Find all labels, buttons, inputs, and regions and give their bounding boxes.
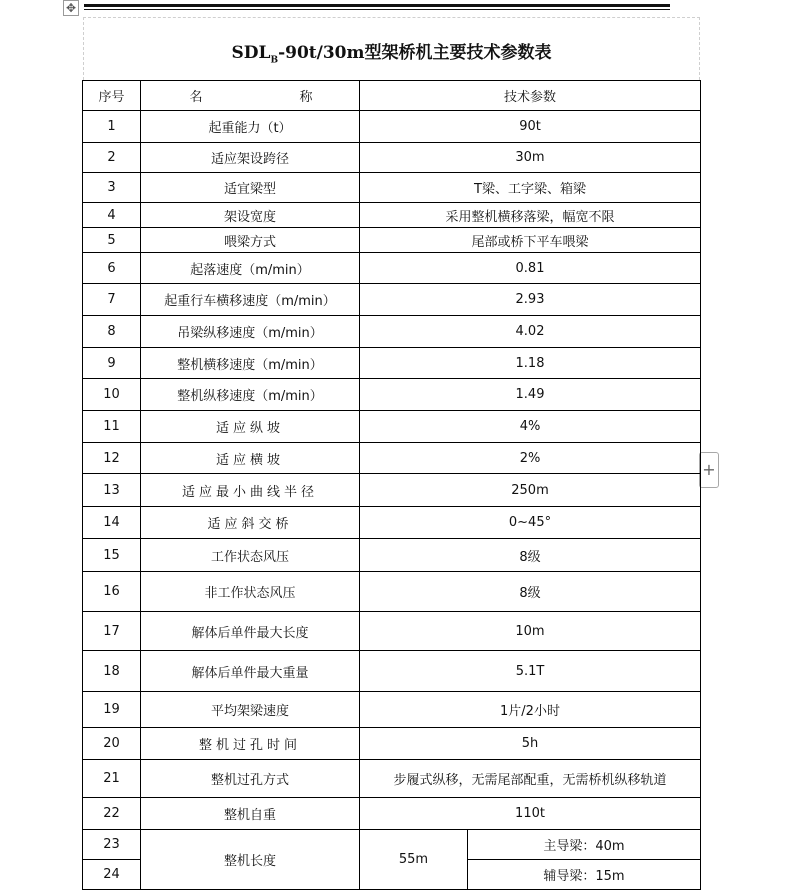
row-value: 10m xyxy=(360,612,701,651)
row-value: 4% xyxy=(360,411,701,443)
row-value: 90t xyxy=(360,111,701,143)
row-number: 14 xyxy=(83,507,141,539)
add-column-plus-icon[interactable]: + xyxy=(699,452,719,488)
row-number: 21 xyxy=(83,760,141,798)
table-row xyxy=(83,798,701,830)
row-value: 5h xyxy=(360,728,701,760)
table-row xyxy=(83,316,701,348)
table-row xyxy=(83,253,701,284)
row-number: 5 xyxy=(83,228,141,253)
table-row xyxy=(83,111,701,143)
row-number: 11 xyxy=(83,411,141,443)
row-value: 8级 xyxy=(360,539,701,572)
row-name: 解体后单件最大长度 xyxy=(141,612,360,651)
row-value-total: 55m xyxy=(360,830,468,890)
row-name: 吊梁纵移速度（m/min） xyxy=(141,316,360,348)
table-row xyxy=(83,443,701,474)
table-row xyxy=(83,692,701,728)
row-value: 0.81 xyxy=(360,253,701,284)
table-row xyxy=(83,507,701,539)
row-name: 起重行车横移速度（m/min） xyxy=(141,284,360,316)
table-row xyxy=(83,474,701,507)
row-name: 整机自重 xyxy=(141,798,360,830)
row-subvalue: 辅导梁：15m xyxy=(468,860,701,890)
row-value: T梁、工字梁、箱梁 xyxy=(360,173,701,203)
row-name: 起落速度（m/min） xyxy=(141,253,360,284)
row-number: 17 xyxy=(83,612,141,651)
table-row xyxy=(83,203,701,228)
row-number: 22 xyxy=(83,798,141,830)
table-row xyxy=(83,572,701,612)
table-row xyxy=(83,284,701,316)
row-value: 2% xyxy=(360,443,701,474)
row-value: 2.93 xyxy=(360,284,701,316)
row-name: 整机横移速度（m/min） xyxy=(141,348,360,379)
row-name: 适应斜交桥 xyxy=(141,507,360,539)
row-number: 2 xyxy=(83,143,141,173)
table-row xyxy=(83,411,701,443)
row-subvalue: 主导梁：40m xyxy=(468,830,701,860)
header-param: 技术参数 xyxy=(360,81,701,111)
table-row xyxy=(83,612,701,651)
row-name: 整机纵移速度（m/min） xyxy=(141,379,360,411)
row-value: 30m xyxy=(360,143,701,173)
row-number: 8 xyxy=(83,316,141,348)
row-name: 解体后单件最大重量 xyxy=(141,651,360,692)
row-value: 5.1T xyxy=(360,651,701,692)
row-name: 非工作状态风压 xyxy=(141,572,360,612)
row-name: 架设宽度 xyxy=(141,203,360,228)
row-number: 13 xyxy=(83,474,141,507)
row-value: 采用整机横移落梁，幅宽不限 xyxy=(360,203,701,228)
header-name: 名 称 xyxy=(141,81,360,111)
header-no: 序号 xyxy=(83,81,141,111)
row-name: 工作状态风压 xyxy=(141,539,360,572)
header-rule-thin xyxy=(84,9,670,10)
table-row xyxy=(83,143,701,173)
row-value: 0~45° xyxy=(360,507,701,539)
row-number: 12 xyxy=(83,443,141,474)
row-number: 19 xyxy=(83,692,141,728)
row-value: 尾部或桥下平车喂梁 xyxy=(360,228,701,253)
row-value: 1片/2小时 xyxy=(360,692,701,728)
row-name: 适应架设跨径 xyxy=(141,143,360,173)
row-number: 15 xyxy=(83,539,141,572)
row-number: 23 xyxy=(83,830,141,860)
row-number: 1 xyxy=(83,111,141,143)
row-number: 20 xyxy=(83,728,141,760)
row-number: 4 xyxy=(83,203,141,228)
table-row xyxy=(83,228,701,253)
table-row xyxy=(83,830,701,860)
row-value: 110t xyxy=(360,798,701,830)
row-value: 1.49 xyxy=(360,379,701,411)
table-row xyxy=(83,173,701,203)
row-name: 适应纵坡 xyxy=(141,411,360,443)
row-name: 平均架梁速度 xyxy=(141,692,360,728)
row-value: 步履式纵移，无需尾部配重，无需桥机纵移轨道 xyxy=(360,760,701,798)
row-number: 9 xyxy=(83,348,141,379)
row-number: 3 xyxy=(83,173,141,203)
row-name: 适应最小曲线半径 xyxy=(141,474,360,507)
row-number: 24 xyxy=(83,860,141,890)
header-rule-thick xyxy=(84,4,670,7)
row-number: 16 xyxy=(83,572,141,612)
row-name: 适应横坡 xyxy=(141,443,360,474)
table-row xyxy=(83,348,701,379)
table-row xyxy=(83,539,701,572)
row-number: 18 xyxy=(83,651,141,692)
row-name: 适宜梁型 xyxy=(141,173,360,203)
table-header-row xyxy=(83,81,701,111)
row-value: 8级 xyxy=(360,572,701,612)
row-value: 250m xyxy=(360,474,701,507)
table-row xyxy=(83,728,701,760)
row-name: 喂梁方式 xyxy=(141,228,360,253)
table-move-handle-icon[interactable]: ✥ xyxy=(63,0,79,16)
row-name: 起重能力（t） xyxy=(141,111,360,143)
parameter-table xyxy=(82,80,701,890)
table-row xyxy=(83,379,701,411)
table-title: $SDL_B-90t/30m$型架桥机主要技术参数表 xyxy=(231,43,552,66)
row-value: 4.02 xyxy=(360,316,701,348)
row-name: 整机长度 xyxy=(141,830,360,890)
table-row xyxy=(83,651,701,692)
row-name: 整机过孔方式 xyxy=(141,760,360,798)
table-row xyxy=(83,760,701,798)
row-number: 6 xyxy=(83,253,141,284)
row-name: 整机过孔时间 xyxy=(141,728,360,760)
row-number: 7 xyxy=(83,284,141,316)
row-value: 1.18 xyxy=(360,348,701,379)
row-number: 10 xyxy=(83,379,141,411)
